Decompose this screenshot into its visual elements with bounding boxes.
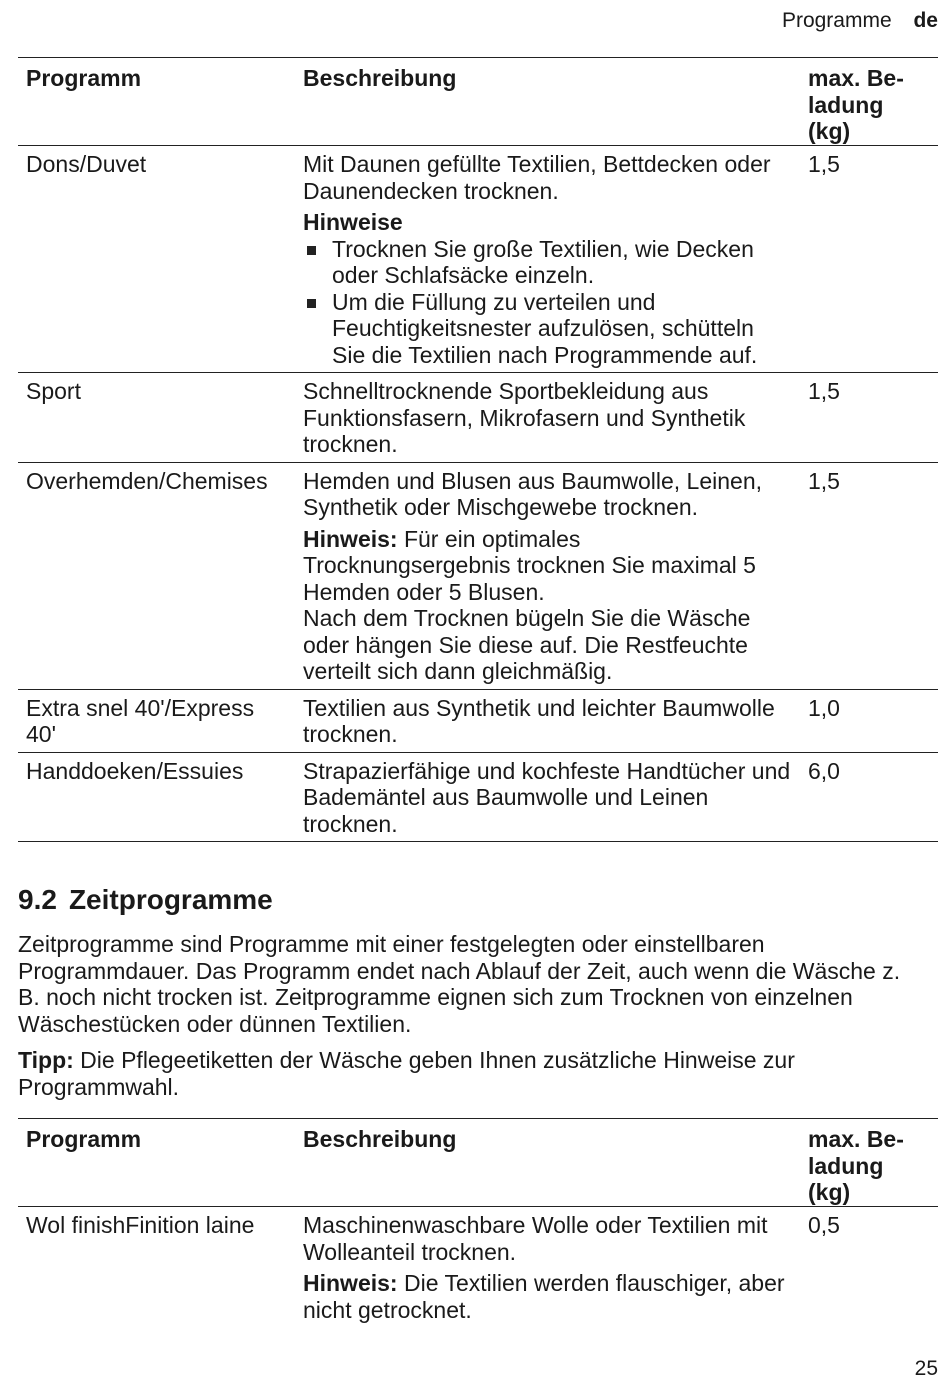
header-program: Programm xyxy=(26,1126,142,1152)
page-header xyxy=(782,8,938,35)
table-row xyxy=(18,146,938,373)
tip-text: Die Pflegeetiketten der Wäsche geben Ihnen zusätzliche Hinweise zur Programmwahl. xyxy=(18,1047,795,1100)
program-description: Strapazierfähige und kochfeste Handtücher und Bademäntel aus Baumwolle und Leinen trocknen. xyxy=(303,757,791,837)
section-heading xyxy=(18,883,273,917)
program-name: Dons/Duvet xyxy=(26,151,147,177)
program-load: 1,0 xyxy=(808,694,840,721)
header-load: max. Be-ladung (kg) xyxy=(808,65,904,144)
table-row xyxy=(18,373,938,463)
program-description: Textilien aus Synthetik und leichter Baumwolle trocknen. xyxy=(303,694,775,747)
program-name: Sport xyxy=(26,378,81,404)
header-program: Programm xyxy=(26,65,142,91)
header-language-code: de xyxy=(913,9,938,32)
description-text: Maschinenwaschbare Wolle oder Textilien mit Wolleanteil trocknen. xyxy=(303,1212,768,1265)
table-row xyxy=(18,752,938,842)
program-load: 1,5 xyxy=(808,378,840,404)
table-header-row xyxy=(18,1119,938,1207)
note-label: Hinweis: xyxy=(303,1270,398,1296)
table-row xyxy=(18,689,938,752)
tip-label: Tipp: xyxy=(18,1047,74,1073)
program-description: Schnelltrocknende Sportbekleidung aus Funktionsfasern, Mikrofasern und Synthetik trocknen. xyxy=(303,378,746,457)
program-name: Extra snel 40'/Express 40' xyxy=(26,694,255,747)
note-text: Die Textilien werden flauschiger, aber nicht getrocknet. xyxy=(303,1270,785,1323)
note-label: Hinweis: xyxy=(303,525,398,552)
note-bullet-list xyxy=(303,236,792,369)
program-load: 0,5 xyxy=(808,1212,840,1238)
note-label: Hinweise xyxy=(303,209,403,235)
table-row xyxy=(18,1207,938,1328)
note-text: Für ein optimales Trocknungsergebnis trocknen Sie maximal 5 Hemden oder 5 Blusen. xyxy=(303,525,756,605)
list-item: Um die Füllung zu verteilen und Feuchtigkeitsnester aufzulösen, schütteln Sie die Textilien nach Programmende auf. xyxy=(303,289,792,369)
program-description xyxy=(295,1207,800,1328)
program-load: 1,5 xyxy=(808,467,840,494)
description-text: Hemden und Blusen aus Baumwolle, Leinen, Synthetik oder Mischgewebe trocknen. xyxy=(303,467,763,520)
section-paragraph: Zeitprogramme sind Programme mit einer festgelegten oder einstellbaren Programmdauer. Das Programm endet nach Ablauf der Zeit, auch wenn die Wäsche z. B. noch nicht trocken ist. Zeitprogramme eignen sich zum Trocknen von einzelnen Wäschestücken oder dünnen Textilien. xyxy=(18,931,901,1037)
section-title: Zeitprogramme xyxy=(68,884,273,915)
page-number: 25 xyxy=(914,1356,938,1380)
header-load: max. Be-ladung (kg) xyxy=(808,1126,904,1205)
tip-paragraph xyxy=(18,1047,928,1100)
note-block xyxy=(303,209,792,368)
program-name: Overhemden/Chemises xyxy=(26,467,268,494)
program-description xyxy=(295,146,800,373)
program-description xyxy=(295,462,800,689)
section-number: 9.2 xyxy=(18,884,57,915)
description-text: Mit Daunen gefüllte Textilien, Bettdecken oder Daunendecken trocknen. xyxy=(303,151,771,204)
program-name: Handdoeken/Essuies xyxy=(26,757,244,784)
program-load: 1,5 xyxy=(808,151,840,177)
list-item: Trocknen Sie große Textilien, wie Decken oder Schlafsäcke einzeln. xyxy=(303,236,792,289)
note-block xyxy=(303,526,792,606)
program-table-2 xyxy=(18,1118,938,1327)
program-name: Wol finishFinition laine xyxy=(26,1212,255,1238)
program-table-1 xyxy=(18,57,938,842)
note-block xyxy=(303,1270,792,1323)
header-description: Beschreibung xyxy=(303,65,457,91)
program-load: 6,0 xyxy=(808,757,840,784)
header-description: Beschreibung xyxy=(303,1126,457,1152)
table-header-row xyxy=(18,58,938,146)
table-row xyxy=(18,462,938,689)
note-text-continued: Nach dem Trocknen bügeln Sie die Wäsche oder hängen Sie diese auf. Die Restfeuchte verteilt sich dann gleichmäßig. xyxy=(303,605,751,684)
header-section-title: Programme xyxy=(781,9,892,32)
